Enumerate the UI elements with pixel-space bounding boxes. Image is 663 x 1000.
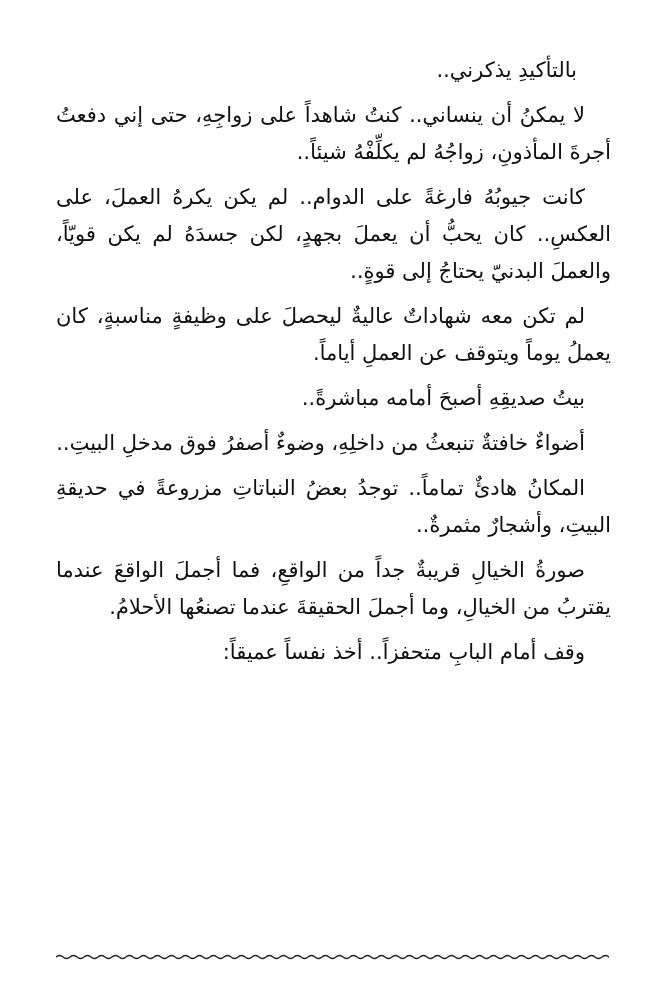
paragraph-6: أضواءٌ خافتةٌ تنبعثُ من داخلِهِ، وضوءٌ أصفرُ فوق مدخلِ البيتِ.. (56, 431, 585, 455)
paragraph-7: المكانُ هادئٌ تماماً.. توجدُ بعضُ النباتاتِ مزروعةً في حديقةِ البيتِ، وأشجارٌ مثمرةٌ.. (56, 476, 611, 537)
paragraph-2: لا يمكنُ أن ينساني.. كنتُ شاهداً على زواجِهِ، حتى إني دفعتُ أجرةَ المأذونِ، زواجُهُ لم يكلِّفْهُ شيئاً.. (56, 103, 611, 164)
paragraph-4: لم تكن معه شهاداتٌ عاليةٌ ليحصلَ على وظيفةٍ مناسبةٍ، كان يعملُ يوماً ويتوقف عن العملِ أياماً. (56, 304, 611, 365)
paragraph-1: بالتأكيدِ يذكرني.. (436, 58, 577, 82)
paragraph-8: صورةُ الخيالِ قريبةٌ جداً من الواقعِ، فما أجملَ الواقعَ عندما يقتربُ من الخيالِ، وما أجملَ الحقيقةَ عندما تصنعُها الأحلامُ. (56, 558, 611, 619)
paragraph-3: كانت جيوبُهُ فارغةً على الدوام.. لم يكن يكرهُ العملَ، على العكسِ.. كان يحبُّ أن يعملَ بجهدٍ، لكن جسدَهُ لم يكن قويّاً، والعملَ البدنيّ يحتاجُ إلى قوةٍ.. (56, 185, 611, 283)
book-page-text (56, 52, 611, 679)
paragraph-5: بيتُ صديقِهِ أصبحَ أمامه مباشرةً.. (301, 386, 585, 410)
wavy-divider (56, 950, 609, 964)
paragraph-9: وقف أمام البابِ متحفزاً.. أخذ نفساً عميقاً: (222, 640, 585, 664)
